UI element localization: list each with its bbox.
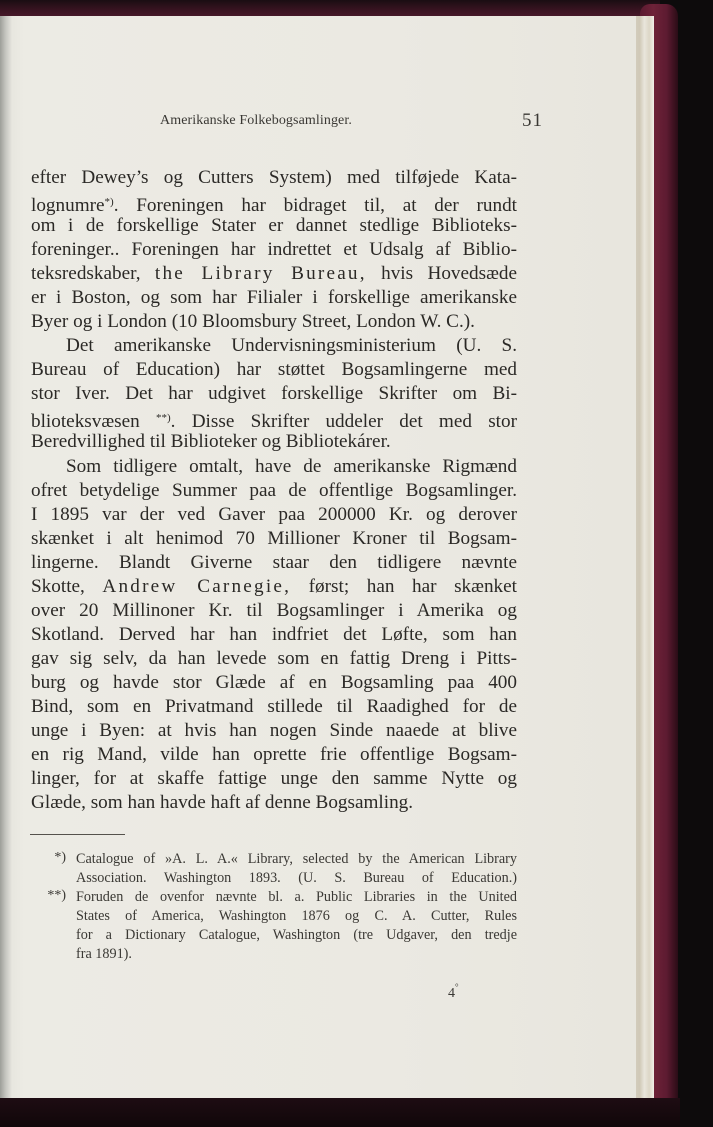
signature-symbol: ° (455, 982, 459, 992)
text-span: først; han har skænket (291, 576, 517, 597)
body-line: om i de forskellige Stater er dannet stedlige Biblioteks- (31, 215, 517, 236)
body-line (31, 262, 517, 286)
body-line: Det amerikanske Undervisningsministerium (U. S. (66, 335, 517, 356)
footnote-line: for a Dictionary Catalogue, Washington (tre Udgaver, den tredje (76, 927, 517, 943)
signature-number: 4 (448, 986, 455, 1001)
spaced-name: Andrew Carnegie, (102, 576, 292, 597)
text-span: lognumre (31, 195, 105, 216)
body-line: Glæde, som han havde haft af denne Bogsamling. (31, 792, 414, 813)
footnote-line: Foruden de ovenfor nævnte bl. a. Public Libraries in the United (76, 889, 517, 905)
body-line: Beredvillighed til Biblioteker og Bibliotekárer. (31, 431, 391, 452)
body-line: lingerne. Blandt Giverne staar den tidligere nævnte (31, 552, 517, 573)
footnote-ref: **) (155, 412, 171, 424)
body-line: skænket i alt henimod 70 Millioner Kroner til Bogsam- (31, 528, 517, 549)
footnote-line: fra 1891). (76, 946, 132, 962)
text-span: . Foreningen har bidraget til, at der rundt (113, 195, 517, 216)
text-span: . Disse Skrifter uddeler det med stor (170, 411, 517, 432)
body-line: en rig Mand, vilde han oprette frie offentlige Bogsam- (31, 744, 517, 765)
body-line: er i Boston, og som har Filialer i forskellige amerikanske (31, 287, 517, 308)
text-span: Skotte, (31, 576, 103, 597)
body-line: Bureau of Education) har støttet Bogsamlingerne med (31, 359, 517, 380)
body-line: burg og havde stor Glæde af en Bogsamling paa 400 (31, 672, 517, 693)
body-line: linger, for at skaffe fattige unge den samme Nytte og (31, 768, 517, 789)
body-line: efter Dewey’s og Cutters System) med tilføjede Kata- (31, 167, 517, 188)
body-line (31, 575, 517, 599)
text-span: hvis Hovedsæde (366, 263, 518, 284)
body-line: unge i Byen: at hvis han nogen Sinde naaede at blive (31, 720, 517, 741)
body-line: gav sig selv, da han levede som en fattig Dreng i Pitts- (31, 648, 517, 669)
body-line: I 1895 var der ved Gaver paa 200000 Kr. og derover (31, 504, 517, 525)
body-line: over 20 Millinoner Kr. til Bogsamlinger i Amerika og (31, 600, 517, 621)
body-line: stor Iver. Det har udgivet forskellige Skrifter om Bi- (31, 383, 517, 404)
signature-mark (448, 982, 459, 1002)
footnote-marker: *) (54, 850, 66, 865)
body-line: Bind, som en Privatmand stillede til Raadighed for de (31, 696, 517, 717)
footnote-rule (30, 834, 125, 835)
running-head: Amerikanske Folkebogsamlinger. (160, 113, 352, 128)
body-line (31, 406, 517, 430)
footnote-ref: *) (104, 196, 114, 208)
footnote-line: Association. Washington 1893. (U. S. Bureau of Education.) (76, 870, 517, 886)
text-span: blioteksvæsen (31, 411, 156, 432)
footnote-marker: **) (47, 888, 66, 903)
page-number: 51 (522, 110, 543, 131)
body-line: foreninger.. Foreningen har indrettet et Udsalg af Biblio- (31, 239, 517, 260)
footnote-line: Catalogue of »A. L. A.« Library, selected by the American Library (76, 851, 517, 867)
body-line: Byer og i London (10 Bloomsbury Street, London W. C.). (31, 311, 475, 332)
gutter-shadow (0, 16, 12, 1098)
body-line: Som tidligere omtalt, have de amerikanske Rigmænd (66, 456, 517, 477)
body-line (31, 190, 517, 214)
spaced-name: the Library Bureau, (154, 263, 367, 284)
footnote-line: States of America, Washington 1876 og C. A. Cutter, Rules (76, 908, 517, 924)
body-line: Skotland. Derved har han indfriet det Løfte, som han (31, 624, 517, 645)
body-line: ofret betydelige Summer paa de offentlige Bogsamlinger. (31, 480, 517, 501)
book-cover-bottom (0, 1098, 680, 1127)
text-span: teksredskaber, (31, 263, 155, 284)
